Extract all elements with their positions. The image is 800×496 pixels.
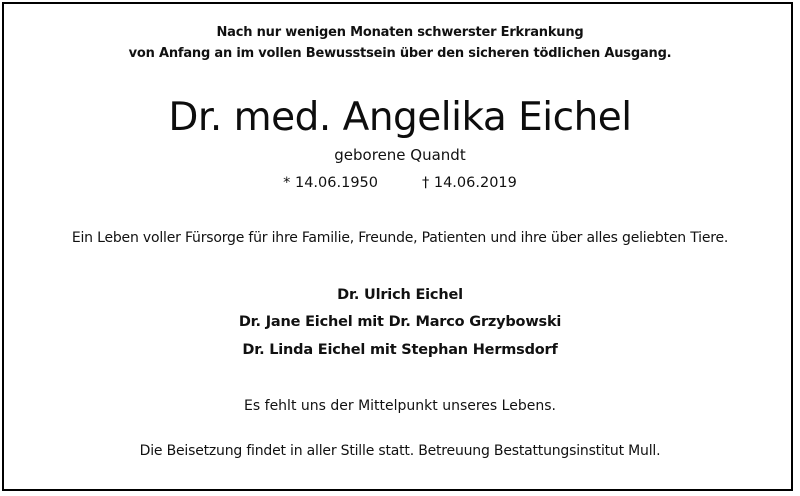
closing-text: Es fehlt uns der Mittelpunkt unseres Lebens. (244, 398, 556, 414)
death-date: † 14.06.2019 (422, 175, 517, 191)
mourner-2: Dr. Jane Eichel mit Dr. Marco Grzybowski (238, 314, 562, 330)
birth-date: * 14.06.1950 (283, 175, 378, 191)
deceased-name: Dr. med. Angelika Eichel (168, 95, 632, 140)
mourner-1: Dr. Ulrich Eichel (337, 287, 463, 303)
funeral-info: Die Beisetzung findet in aller Stille statt. Betreuung Bestattungsinstitut Mull. (139, 443, 661, 459)
mourner-3: Dr. Linda Eichel mit Stephan Hermsdorf (242, 342, 558, 358)
intro-line-2: von Anfang an im vollen Bewusstsein über den sicheren tödlichen Ausgang. (128, 46, 672, 61)
birth-name: geborene Quandt (334, 146, 466, 164)
intro-line-1: Nach nur wenigen Monaten schwerster Erkrankung (216, 25, 584, 40)
notice-border (2, 2, 793, 491)
life-dates (0, 175, 800, 191)
life-description: Ein Leben voller Fürsorge für ihre Familie, Freunde, Patienten und ihre über alles geliebten Tiere. (71, 230, 729, 246)
